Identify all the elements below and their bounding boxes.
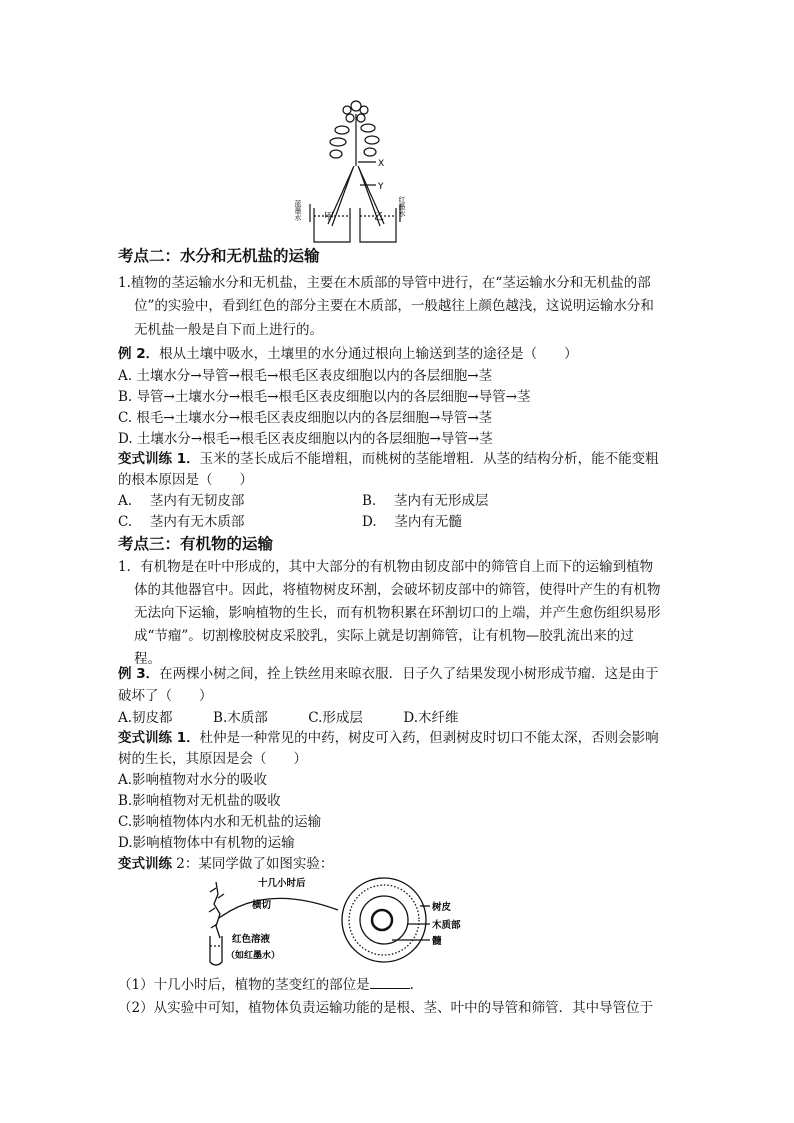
variant1-option-a: A. 茎内有无韧皮部 xyxy=(118,493,245,509)
subquestion-1 xyxy=(118,974,414,995)
variant1-text-line1: 玉米的茎长成后不能增粗，而桃树的茎能增粗．从茎的结构分析，能不能变粗 xyxy=(199,451,659,467)
red-ink-label: 红墨水 xyxy=(398,196,406,217)
example2-option-d: D. 土壤水分→根毛→根毛区表皮细胞以内的各层细胞→导管→茎 xyxy=(118,431,493,447)
label-red-ink: （如红墨水） xyxy=(226,951,281,961)
example2-label: 例 2． xyxy=(118,346,160,362)
section3-variant1-text-line1: 杜仲是一种常见的中药，树皮可入药，但剥树皮时切口不能太深，否则会影响 xyxy=(199,730,659,746)
section3-variant1-question xyxy=(118,728,659,748)
label-hours: 十几小时后 xyxy=(258,878,306,889)
section2-p1-line3: 无机盐一般是自下而上进行的。 xyxy=(134,322,323,338)
label-red-solution: 红色溶液 xyxy=(232,934,271,945)
variant1-option-b: B. 茎内有无形成层 xyxy=(362,493,489,509)
variant2-label: 变式训练 xyxy=(118,856,172,872)
blue-ink-label: 蓝墨水 xyxy=(294,200,302,221)
section3-variant1-option-b: B.影响植物对无机盐的吸收 xyxy=(118,793,281,809)
example3-text-line2: 破坏了（ ） xyxy=(118,688,213,704)
variant1-question xyxy=(118,449,659,469)
section2-heading: 考点二：水分和无机盐的运输 xyxy=(118,247,320,265)
section3-variant1-option-d: D.影响植物体中有机物的运输 xyxy=(118,835,295,851)
label-pith: 髓 xyxy=(432,936,442,947)
section3-variant1-text-line2: 树的生长，其原因是会（ ） xyxy=(118,751,307,767)
beaker-right-label: 乙 xyxy=(374,212,384,223)
example3-options: A.韧皮都 B.木质部 C.形成层 D.木纤维 xyxy=(118,710,459,726)
subquestion-1-text: （1）十几小时后，植物的茎变红的部位是 xyxy=(118,977,370,993)
subquestion-1-end: . xyxy=(409,977,414,993)
variant1-option-c: C. 茎内有无木质部 xyxy=(118,514,245,530)
section3-p1-line2: 体的其他器官中。因此，将植物树皮环割，会破坏韧皮部中的筛管，使得叶产生的有机物 xyxy=(134,582,661,598)
example2-option-c: C. 根毛→土壤水分→根毛区表皮细胞以内的各层细胞→导管→茎 xyxy=(118,410,493,426)
beaker-left-label: 甲 xyxy=(324,212,334,223)
label-xylem: 木质部 xyxy=(432,920,461,931)
variant1-label: 变式训练 1． xyxy=(118,451,200,467)
section3-p1-line5: 程。 xyxy=(134,651,161,667)
example2-option-a: A. 土壤水分→导管→根毛→根毛区表皮细胞以内的各层细胞→茎 xyxy=(118,368,493,384)
example3-label: 例 3． xyxy=(118,666,160,682)
example2-text: 根从土壤中吸水，土壤里的水分通过根向上输送到茎的途径是（ ） xyxy=(159,346,578,362)
section3-variant1-option-a: A.影响植物对水分的吸收 xyxy=(118,772,268,788)
section3-variant1-option-c: C.影响植物体内水和无机盐的运输 xyxy=(118,814,322,830)
label-y: Y xyxy=(378,182,384,192)
section3-p1-line3: 无法向下运输，影响植物的生长，而有机物积累在环割切口的上端，并产生愈伤组织易形 xyxy=(134,605,661,621)
section3-heading: 考点三：有机物的运输 xyxy=(118,535,274,553)
example2-option-b: B. 导管→土壤水分→根毛→根毛区表皮细胞以内的各层细胞→导管→茎 xyxy=(118,389,531,405)
example3-text-line1: 在两棵小树之间，拴上铁丝用来晾衣服．日子久了结果发现小树形成节瘤．这是由于 xyxy=(159,666,659,682)
section2-p1-line2: 位”的实验中，看到红色的部分主要在木质部，一般越往上颜色越浅，这说明运输水分和 xyxy=(134,298,654,314)
label-cut: 横切 xyxy=(252,900,272,911)
label-x: X xyxy=(378,159,385,169)
subquestion-2: （2）从实验中可知，植物体负责运输功能的是根、茎、叶中的导管和筛管．其中导管位于 xyxy=(118,1000,654,1016)
variant2-question xyxy=(118,854,333,874)
answer-blank xyxy=(370,974,410,989)
example2-question xyxy=(118,344,578,364)
label-bark: 树皮 xyxy=(432,902,452,913)
section3-p1-line1: 1．有机物是在叶中形成的，其中大部分的有机物由韧皮部中的筛管自上而下的运输到植物 xyxy=(118,559,654,575)
plant-beaker-figure xyxy=(294,96,410,246)
variant1-text-line2: 的根本原因是（ ） xyxy=(118,472,253,488)
section2-p1-line1: 1.植物的茎运输水分和无机盐，主要在木质部的导管中进行，在“茎运输水分和无机盐的部 xyxy=(118,275,651,291)
variant2-text: 2：某同学做了如图实验： xyxy=(172,856,334,872)
stem-experiment-figure xyxy=(198,874,488,970)
section3-p1-line4: 成“节瘤”。切割橡胶树皮采胶乳，实际上就是切割筛管，让有机物—胶乳流出来的过 xyxy=(134,628,634,644)
section3-variant1-label: 变式训练 1． xyxy=(118,730,200,746)
example3-question xyxy=(118,664,659,684)
variant1-option-d: D. 茎内有无髓 xyxy=(362,514,462,530)
